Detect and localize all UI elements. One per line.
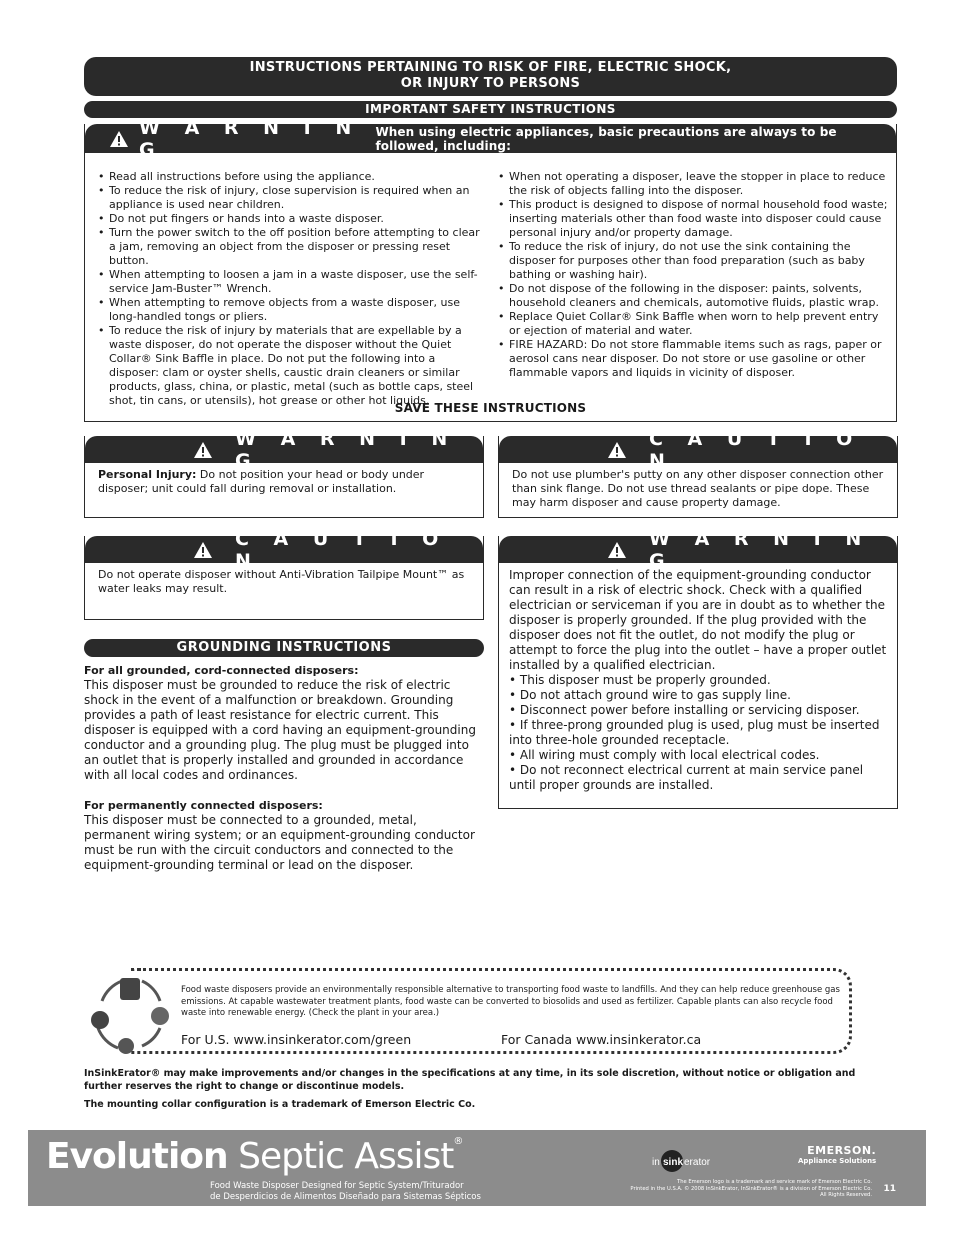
list-item: • To reduce the risk of injury by materials that are expellable by a waste disposer, do not operate the disposer without the Quiet Collar® Sink Baffle in place. Do not put the following into a disposer: clam or oyster shells, caustic drain cleaners or similar products, glass, china, or plastic, metal (such as bottle caps, steel shot, tin cans, or utensils), hot grease or other hot liquids. — [98, 324, 488, 408]
list-item: • FIRE HAZARD: Do not store flammable items such as rags, paper or aerosol cans near disposer. Do not store or use gasoline or other flammable vapors and liquids in vicinity of disposer. — [498, 338, 890, 380]
caution-body: Do not operate disposer without Anti-Vibration Tailpipe Mount™ as water leaks may result. — [98, 568, 465, 595]
warning-triangle-icon — [607, 541, 627, 559]
warning-header — [499, 527, 897, 572]
fire-shock-injury-banner — [84, 57, 897, 96]
emerson-logo — [798, 1144, 876, 1165]
list-item: • All wiring must comply with local electrical codes. — [509, 748, 820, 762]
warning-triangle-icon — [607, 441, 627, 459]
personal-injury-label: Personal Injury: — [98, 468, 197, 481]
grounding-paragraph-permanent: This disposer must be connected to a grounded, metal, permanent wiring system; or an equipment-grounding conductor must be run with the circuit conductors and connected to the equipment-grounding terminal or lead on the disposer. — [84, 813, 475, 872]
page-number: 11 — [883, 1184, 896, 1194]
grounding-heading-permanent: For permanently connected disposers: — [84, 799, 323, 812]
personal-injury-warning-box — [84, 427, 484, 518]
us-green-link[interactable]: For U.S. www.insinkerator.com/green — [181, 1032, 412, 1047]
trademark-disclaimer: The mounting collar configuration is a trademark of Emerson Electric Co. — [84, 1099, 476, 1110]
right-precautions-list — [498, 170, 890, 380]
list-item: • When attempting to loosen a jam in a waste disposer, use the self-service Jam-Buster™ Wrench. — [98, 268, 488, 296]
banner-line-2: OR INJURY TO PERSONS — [400, 76, 581, 91]
list-item: • If three-prong grounded plug is used, plug must be inserted into three-hole grounded receptacle. — [509, 718, 880, 747]
list-item: • Read all instructions before using the appliance. — [98, 170, 488, 184]
warning-title: W A R N I N G — [649, 527, 871, 572]
grounding-warning-body — [509, 568, 887, 793]
logo-in: in — [652, 1157, 660, 1168]
legal-text — [572, 1179, 872, 1199]
warning-header — [85, 427, 483, 472]
registered-mark: ® — [453, 1136, 463, 1147]
main-warning-box — [84, 116, 897, 422]
brand-light: Septic Assist — [227, 1136, 454, 1177]
warning-triangle-icon — [193, 541, 213, 559]
canada-link[interactable]: For Canada www.insinkerator.ca — [501, 1032, 702, 1047]
left-precautions-list — [98, 170, 488, 408]
warning-title: W A R N I N G — [235, 427, 457, 472]
description-line-1: Food Waste Disposer Designed for Septic System/Triturador — [210, 1181, 464, 1191]
list-item: • When not operating a disposer, leave the stopper in place to reduce the risk of objects falling into the disposer. — [498, 170, 890, 198]
list-item: • Do not reconnect electrical current at main service panel until proper grounds are installed. — [509, 763, 864, 792]
warning-title: W A R N I N G — [139, 116, 361, 161]
legal-line-2: Printed in the U.S.A. © 2008 InSinkErator, InSinkErator® is a division of Emerson Electric Co. — [630, 1185, 872, 1192]
mount-caution-box — [84, 527, 484, 620]
warning-triangle-icon — [109, 130, 129, 148]
list-item: • To reduce the risk of injury, close supervision is required when an appliance is used near children. — [98, 184, 488, 212]
emerson-wordmark: EMERSON. — [807, 1144, 877, 1157]
banner-line-1: INSTRUCTIONS PERTAINING TO RISK OF FIRE, ELECTRIC SHOCK, — [249, 60, 732, 75]
grounding-instructions-banner: GROUNDING INSTRUCTIONS — [84, 639, 484, 657]
save-instructions: SAVE THESE INSTRUCTIONS — [394, 401, 587, 415]
grounding-instructions-text — [84, 663, 484, 873]
warning-body — [98, 468, 471, 496]
caution-header — [499, 427, 897, 472]
grounding-warning-box — [498, 527, 898, 809]
legal-line-3: All Rights Reserved. — [820, 1192, 872, 1198]
warning-triangle-icon — [193, 441, 213, 459]
brand-bold: Evolution — [46, 1136, 228, 1177]
personal-injury-text: Do not position your head or body under disposer; unit could fall during removal or installation. — [98, 468, 425, 495]
product-brand — [46, 1136, 462, 1177]
list-item: • Disconnect power before installing or servicing disposer. — [509, 703, 860, 717]
caution-title: C A U T I O N — [235, 527, 448, 572]
description-line-2: de Desperdicios de Alimentos Diseñado para Sistemas Sépticos — [210, 1192, 481, 1202]
list-item: • To reduce the risk of injury, do not use the sink containing the disposer for purposes other than food preparation (such as baby bathing or washing hair). — [498, 240, 890, 282]
list-item: • Do not put fingers or hands into a waste disposer. — [98, 212, 488, 226]
green-info-text: Food waste disposers provide an environmentally responsible alternative to transporting food waste to landfills. And they can help reduce greenhouse gas emissions. At capable wastewater treatment plants, food waste can be converted to biosolids and used as fertilizer. Capable plants can also recycle food waste into renewable energy. (Check the plant in your area.) — [181, 985, 840, 1018]
main-warning-header — [85, 116, 896, 161]
logo-sink: sink — [663, 1157, 684, 1168]
logo-erator: erator — [684, 1157, 711, 1168]
food-waste-cycle-icon — [82, 966, 178, 1062]
grounding-warning-intro: Improper connection of the equipment-grounding conductor can result in a risk of electric shock. Check with a qualified electrician or serviceman if you are in doubt as to whether the disposer is properly grounded. If the plug provided with the disposer does not fit the outlet, do not modify the plug or attempt to force the plug into the outlet – have a proper outlet installed by a qualified electrician. — [509, 568, 887, 672]
caution-body: Do not use plumber's putty on any other disposer connection other than sink flange. Do not use thread sealants or pipe dope. These may harm disposer and cause property damage. — [512, 468, 884, 509]
caution-title: C A U T I O N — [649, 427, 862, 472]
grounding-heading-corded: For all grounded, cord-connected disposers: — [84, 664, 359, 677]
list-item: • Replace Quiet Collar® Sink Baffle when worn to help prevent entry or ejection of material and water. — [498, 310, 890, 338]
list-item: • This product is designed to dispose of normal household food waste; inserting materials other than food waste into disposer could cause personal injury and/or property damage. — [498, 198, 890, 240]
list-item: • When attempting to remove objects from a waste disposer, use long-handled tongs or pliers. — [98, 296, 488, 324]
list-item: • Turn the power switch to the off position before attempting to clear a jam, removing an object from the disposer or pressing reset button. — [98, 226, 488, 268]
legal-line-1: The Emerson logo is a trademark and service mark of Emerson Electric Co. — [677, 1179, 872, 1185]
appliance-solutions: Appliance Solutions — [798, 1157, 877, 1165]
list-item: • Do not dispose of the following in the disposer: paints, solvents, household cleaners and chemicals, automotive fluids, plastic wrap. — [498, 282, 890, 310]
list-item: • This disposer must be properly grounded. — [509, 673, 771, 687]
product-description — [210, 1181, 481, 1203]
grounding-paragraph-corded: This disposer must be grounded to reduce the risk of electric shock in the event of a malfunction or breakdown. Grounding provides a path of least resistance for electric current. This disposer is equipped with a cord having an equipment-grounding conductor and a grounding plug. The plug must be plugged into an outlet that is properly installed and grounded in accordance with all local codes and ordinances. — [84, 678, 476, 782]
important-safety-banner: IMPORTANT SAFETY INSTRUCTIONS — [84, 101, 897, 118]
list-item: • Do not attach ground wire to gas supply line. — [509, 688, 791, 702]
footer-band — [28, 1130, 926, 1206]
caution-header — [85, 527, 483, 572]
specifications-disclaimer: InSinkErator® may make improvements and/or changes in the specifications at any time, in its sole discretion, without notice or obligation and further reserves the right to change or discontinue models. — [84, 1068, 856, 1092]
warning-subtitle: When using electric appliances, basic precautions are always to be followed, including: — [375, 124, 837, 153]
insinkerator-logo — [650, 1150, 724, 1172]
putty-caution-box — [498, 427, 898, 518]
